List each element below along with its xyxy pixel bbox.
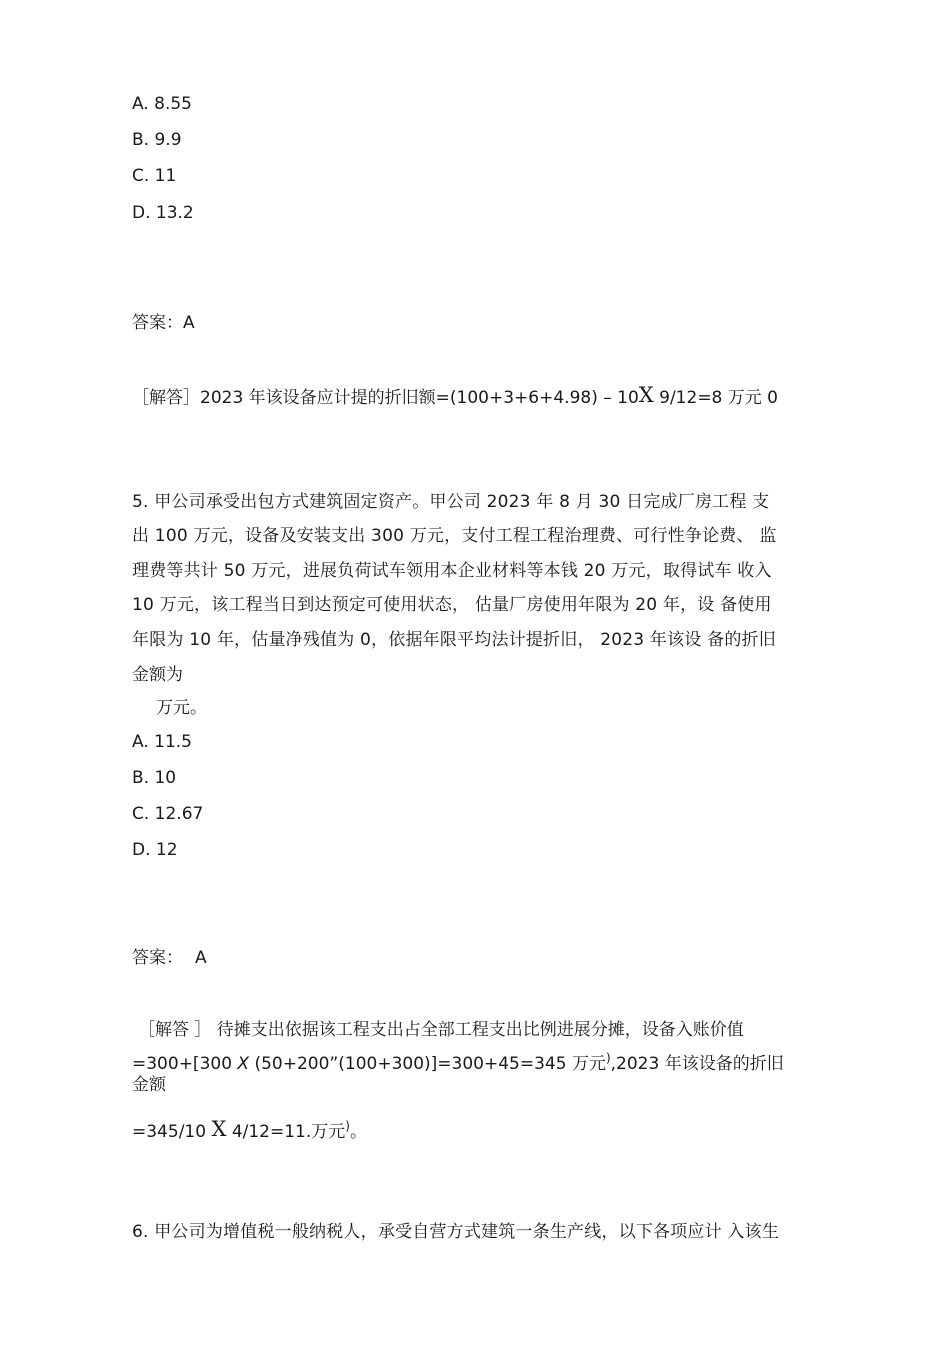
q5-explain-2-paren: ) bbox=[605, 1051, 611, 1065]
q5-explain-line-1: ［解答 ］ 待摊支出依据该工程支出占全部工程支出比例进展分摊，设备入账价值 bbox=[138, 1020, 744, 1040]
q5-explain-line-2 bbox=[132, 1046, 784, 1076]
q5-option-d: D. 12 bbox=[132, 840, 178, 860]
q4-option-a: A. 8.55 bbox=[132, 94, 192, 114]
q5-explain-line-3: 金额 bbox=[132, 1075, 166, 1095]
q4-answer-value: A bbox=[183, 313, 195, 333]
q4-answer-label: 答案： bbox=[132, 313, 183, 333]
q4-explain-times-sign: X bbox=[638, 383, 654, 407]
q4-answer bbox=[132, 311, 195, 335]
q4-option-c: C. 11 bbox=[132, 166, 177, 186]
q5-explain-2a: =300+[300 bbox=[132, 1054, 238, 1074]
q5-explain-times-sign: X bbox=[237, 1054, 250, 1074]
q5-explain-line-4 bbox=[132, 1114, 367, 1144]
q5-stem-line-4: 10 万元，该工程当日到达预定可使用状态， 估量厂房使用年限为 20 年，设 备使用 bbox=[132, 595, 772, 615]
q5-option-b: B. 10 bbox=[132, 768, 177, 788]
q5-explain-2b: (50+200”(100+300)]=300+45=345 万元 bbox=[249, 1054, 606, 1074]
q5-explain-2c: ,2023 年该设备的折旧 bbox=[610, 1054, 784, 1074]
q5-option-a: A. 11.5 bbox=[132, 732, 192, 752]
q5-stem-line-1: 5. 甲公司承受出包方式建筑固定资产。甲公司 2023 年 8 月 30 日完成厂房工程 支 bbox=[132, 492, 770, 512]
q5-stem-line-6: 金额为 bbox=[132, 665, 183, 685]
q5-answer-value: A bbox=[195, 948, 207, 968]
q5-explain-4-paren: ) bbox=[345, 1119, 350, 1133]
q5-unit-line: 万元。 bbox=[156, 698, 207, 718]
q4-explain-prefix: ［解答］2023 年该设备应计提的折旧额=(100+3+6+4.98) – 10 bbox=[132, 388, 639, 408]
q5-stem-line-5: 年限为 10 年，估量净残值为 0，依据年限平均法计提折旧， 2023 年该设 备的折旧 bbox=[132, 630, 776, 650]
q6-stem-line-1: 6. 甲公司为增值税一般纳税人，承受自营方式建筑一条生产线，以下各项应计 入该生 bbox=[132, 1222, 780, 1242]
q5-explain-4c: 。 bbox=[349, 1122, 367, 1142]
q5-explain-4-times-sign: X bbox=[211, 1117, 227, 1141]
q4-explain-suffix: 9/12=8 万元 0 bbox=[653, 388, 778, 408]
q5-option-c: C. 12.67 bbox=[132, 804, 204, 824]
q4-option-d: D. 13.2 bbox=[132, 203, 194, 223]
q5-explain-4a: =345/10 bbox=[132, 1122, 212, 1142]
q5-answer-label: 答案： bbox=[132, 948, 183, 968]
q5-explain-4b: 4/12=11.万元 bbox=[226, 1122, 346, 1142]
q4-explanation bbox=[132, 383, 778, 410]
q4-option-b: B. 9.9 bbox=[132, 130, 182, 150]
q5-stem-line-2: 出 100 万元，设备及安装支出 300 万元，支付工程工程治理费、可行性争论费、 监 bbox=[132, 526, 777, 546]
q5-answer bbox=[132, 946, 207, 970]
q5-stem-line-3: 理费等共计 50 万元，进展负荷试车领用本企业材料等本钱 20 万元，取得试车 收入 bbox=[132, 561, 772, 581]
